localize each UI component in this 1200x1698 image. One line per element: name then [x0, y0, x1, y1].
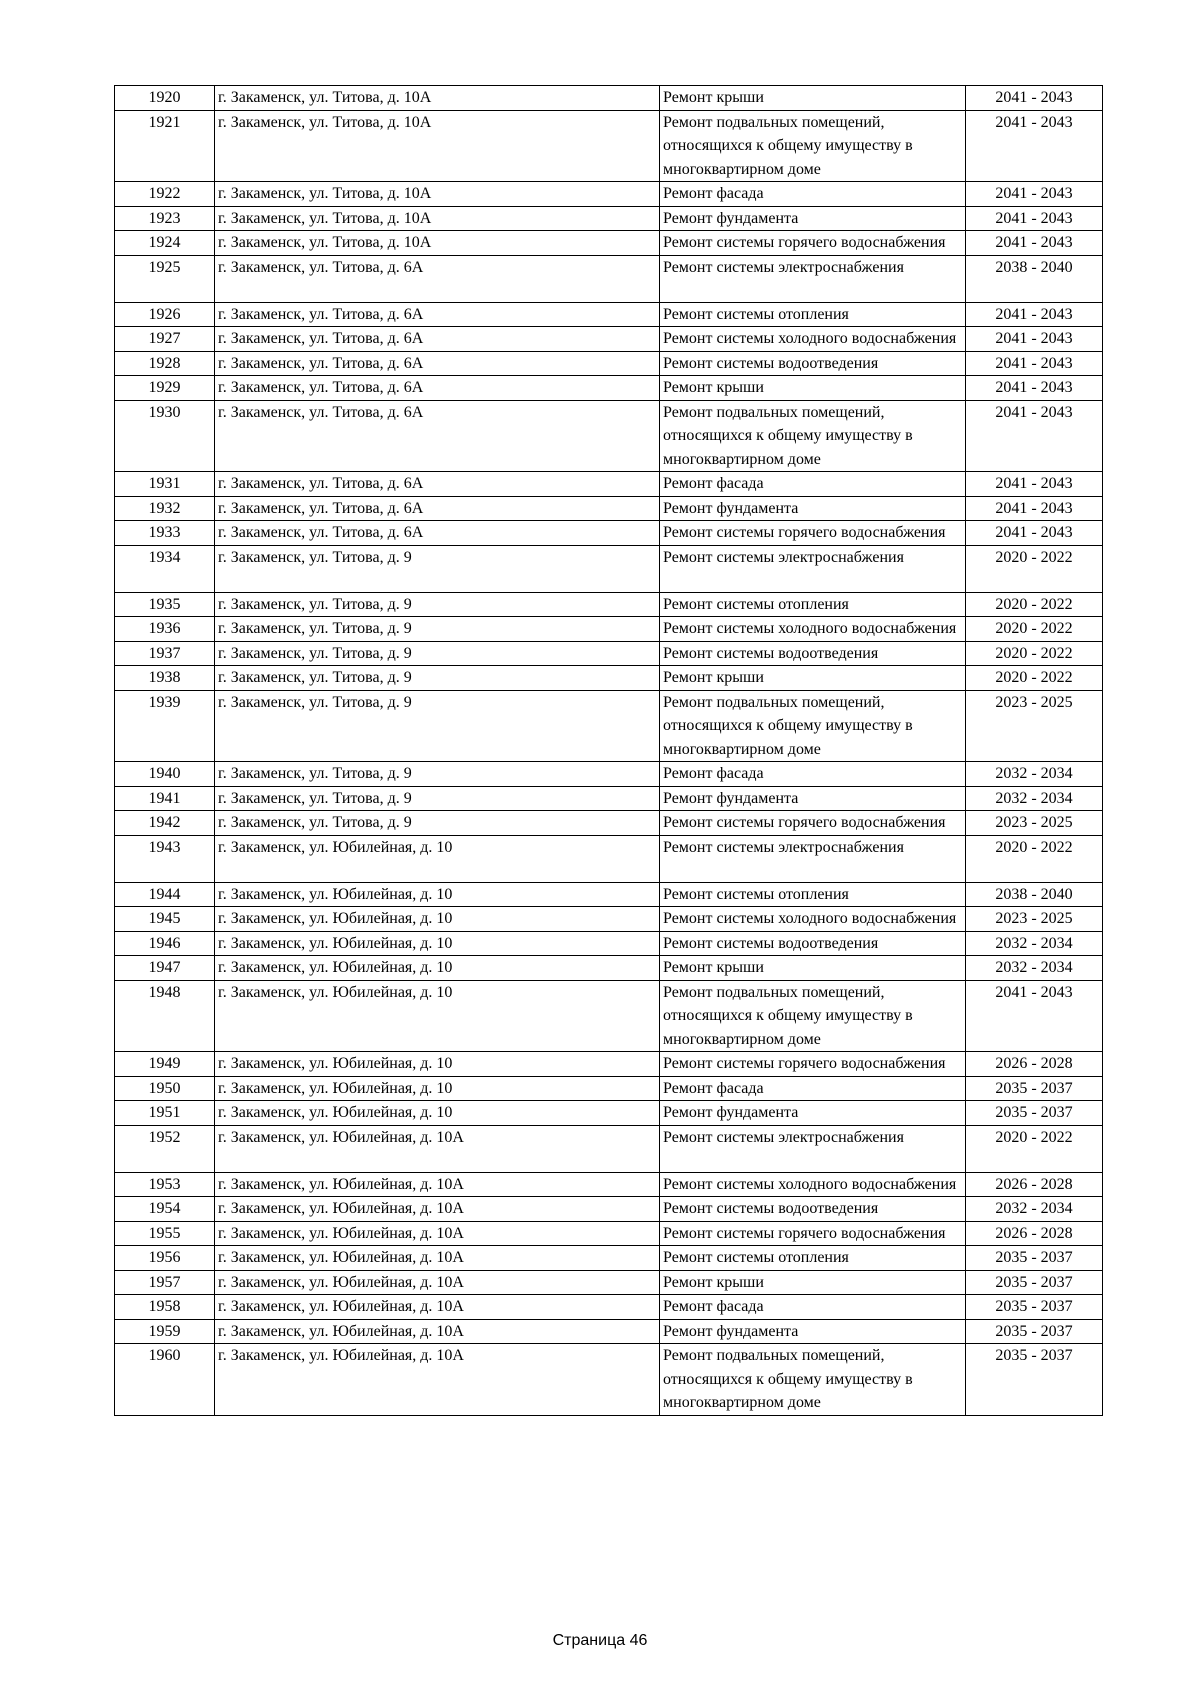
table-row — [115, 521, 1103, 546]
cell-number: 1949 — [115, 1052, 215, 1077]
cell-work-type: Ремонт системы водоотведения — [660, 351, 966, 376]
cell-work-type: Ремонт системы электроснабжения — [660, 545, 966, 592]
table-row — [115, 882, 1103, 907]
cell-address: г. Закаменск, ул. Юбилейная, д. 10 — [215, 956, 660, 981]
cell-number: 1939 — [115, 690, 215, 762]
table-row — [115, 110, 1103, 182]
cell-work-type: Ремонт крыши — [660, 86, 966, 111]
cell-number: 1931 — [115, 472, 215, 497]
cell-period: 2041 - 2043 — [966, 231, 1103, 256]
cell-period: 2041 - 2043 — [966, 472, 1103, 497]
table-row — [115, 931, 1103, 956]
table-body — [115, 86, 1103, 1416]
cell-period: 2026 - 2028 — [966, 1172, 1103, 1197]
cell-address: г. Закаменск, ул. Юбилейная, д. 10А — [215, 1172, 660, 1197]
cell-address: г. Закаменск, ул. Титова, д. 10А — [215, 86, 660, 111]
cell-work-type: Ремонт фундамента — [660, 1101, 966, 1126]
table-row — [115, 666, 1103, 691]
table-row — [115, 327, 1103, 352]
cell-address: г. Закаменск, ул. Титова, д. 6А — [215, 496, 660, 521]
cell-period: 2041 - 2043 — [966, 521, 1103, 546]
cell-number: 1957 — [115, 1270, 215, 1295]
cell-number: 1923 — [115, 206, 215, 231]
cell-work-type: Ремонт подвальных помещений, относящихся к общему имуществу в многоквартирном доме — [660, 110, 966, 182]
cell-period: 2041 - 2043 — [966, 327, 1103, 352]
cell-address: г. Закаменск, ул. Титова, д. 9 — [215, 641, 660, 666]
cell-number: 1956 — [115, 1246, 215, 1271]
cell-number: 1943 — [115, 835, 215, 882]
table-row — [115, 592, 1103, 617]
cell-number: 1954 — [115, 1197, 215, 1222]
cell-work-type: Ремонт системы горячего водоснабжения — [660, 231, 966, 256]
cell-number: 1936 — [115, 617, 215, 642]
table-row — [115, 1052, 1103, 1077]
repair-schedule-table — [114, 85, 1103, 1416]
cell-period: 2035 - 2037 — [966, 1246, 1103, 1271]
cell-number: 1925 — [115, 255, 215, 302]
cell-work-type: Ремонт фасада — [660, 762, 966, 787]
cell-period: 2020 - 2022 — [966, 545, 1103, 592]
cell-period: 2032 - 2034 — [966, 931, 1103, 956]
cell-address: г. Закаменск, ул. Титова, д. 6А — [215, 255, 660, 302]
cell-work-type: Ремонт крыши — [660, 1270, 966, 1295]
cell-address: г. Закаменск, ул. Титова, д. 10А — [215, 231, 660, 256]
cell-work-type: Ремонт фасада — [660, 1295, 966, 1320]
cell-work-type: Ремонт системы горячего водоснабжения — [660, 1052, 966, 1077]
table-row — [115, 182, 1103, 207]
cell-number: 1928 — [115, 351, 215, 376]
cell-number: 1921 — [115, 110, 215, 182]
cell-work-type: Ремонт фундамента — [660, 206, 966, 231]
table-row — [115, 231, 1103, 256]
cell-period: 2020 - 2022 — [966, 641, 1103, 666]
cell-work-type: Ремонт системы горячего водоснабжения — [660, 1221, 966, 1246]
cell-number: 1926 — [115, 302, 215, 327]
cell-address: г. Закаменск, ул. Титова, д. 6А — [215, 472, 660, 497]
table-row — [115, 255, 1103, 302]
cell-work-type: Ремонт системы водоотведения — [660, 931, 966, 956]
cell-address: г. Закаменск, ул. Титова, д. 10А — [215, 182, 660, 207]
cell-work-type: Ремонт фундамента — [660, 786, 966, 811]
table-row — [115, 1221, 1103, 1246]
cell-address: г. Закаменск, ул. Титова, д. 10А — [215, 110, 660, 182]
cell-address: г. Закаменск, ул. Титова, д. 9 — [215, 811, 660, 836]
cell-number: 1929 — [115, 376, 215, 401]
cell-address: г. Закаменск, ул. Юбилейная, д. 10 — [215, 835, 660, 882]
cell-address: г. Закаменск, ул. Титова, д. 6А — [215, 400, 660, 472]
table-row — [115, 907, 1103, 932]
cell-period: 2026 - 2028 — [966, 1052, 1103, 1077]
cell-address: г. Закаменск, ул. Титова, д. 9 — [215, 592, 660, 617]
table-row — [115, 690, 1103, 762]
cell-address: г. Закаменск, ул. Юбилейная, д. 10А — [215, 1319, 660, 1344]
cell-address: г. Закаменск, ул. Юбилейная, д. 10А — [215, 1221, 660, 1246]
cell-work-type: Ремонт системы холодного водоснабжения — [660, 327, 966, 352]
table-row — [115, 1319, 1103, 1344]
cell-period: 2020 - 2022 — [966, 1125, 1103, 1172]
cell-address: г. Закаменск, ул. Юбилейная, д. 10 — [215, 1076, 660, 1101]
table-row — [115, 980, 1103, 1052]
cell-period: 2035 - 2037 — [966, 1319, 1103, 1344]
table-row — [115, 762, 1103, 787]
cell-work-type: Ремонт системы электроснабжения — [660, 835, 966, 882]
cell-address: г. Закаменск, ул. Титова, д. 6А — [215, 351, 660, 376]
cell-work-type: Ремонт системы отопления — [660, 302, 966, 327]
cell-number: 1944 — [115, 882, 215, 907]
cell-period: 2041 - 2043 — [966, 376, 1103, 401]
cell-address: г. Закаменск, ул. Титова, д. 10А — [215, 206, 660, 231]
table-row — [115, 400, 1103, 472]
cell-work-type: Ремонт крыши — [660, 666, 966, 691]
cell-work-type: Ремонт фасада — [660, 472, 966, 497]
cell-period: 2020 - 2022 — [966, 592, 1103, 617]
table-row — [115, 617, 1103, 642]
cell-address: г. Закаменск, ул. Юбилейная, д. 10 — [215, 1052, 660, 1077]
cell-number: 1947 — [115, 956, 215, 981]
cell-period: 2032 - 2034 — [966, 1197, 1103, 1222]
cell-work-type: Ремонт системы водоотведения — [660, 641, 966, 666]
cell-number: 1924 — [115, 231, 215, 256]
cell-number: 1945 — [115, 907, 215, 932]
cell-address: г. Закаменск, ул. Титова, д. 6А — [215, 521, 660, 546]
cell-period: 2023 - 2025 — [966, 907, 1103, 932]
table-row — [115, 956, 1103, 981]
cell-work-type: Ремонт крыши — [660, 956, 966, 981]
cell-number: 1927 — [115, 327, 215, 352]
cell-work-type: Ремонт крыши — [660, 376, 966, 401]
table-row — [115, 1172, 1103, 1197]
cell-number: 1932 — [115, 496, 215, 521]
cell-period: 2023 - 2025 — [966, 811, 1103, 836]
cell-period: 2026 - 2028 — [966, 1221, 1103, 1246]
cell-number: 1934 — [115, 545, 215, 592]
cell-work-type: Ремонт системы холодного водоснабжения — [660, 617, 966, 642]
table-row — [115, 1246, 1103, 1271]
cell-period: 2035 - 2037 — [966, 1270, 1103, 1295]
cell-number: 1946 — [115, 931, 215, 956]
cell-work-type: Ремонт системы отопления — [660, 1246, 966, 1271]
table-row — [115, 351, 1103, 376]
cell-work-type: Ремонт подвальных помещений, относящихся к общему имуществу в многоквартирном доме — [660, 1344, 966, 1416]
cell-number: 1960 — [115, 1344, 215, 1416]
cell-period: 2035 - 2037 — [966, 1101, 1103, 1126]
cell-number: 1951 — [115, 1101, 215, 1126]
cell-work-type: Ремонт подвальных помещений, относящихся к общему имуществу в многоквартирном доме — [660, 400, 966, 472]
cell-number: 1958 — [115, 1295, 215, 1320]
cell-address: г. Закаменск, ул. Юбилейная, д. 10А — [215, 1270, 660, 1295]
cell-address: г. Закаменск, ул. Титова, д. 9 — [215, 666, 660, 691]
cell-number: 1942 — [115, 811, 215, 836]
table-row — [115, 496, 1103, 521]
cell-number: 1930 — [115, 400, 215, 472]
cell-work-type: Ремонт системы электроснабжения — [660, 255, 966, 302]
cell-number: 1955 — [115, 1221, 215, 1246]
cell-work-type: Ремонт фасада — [660, 1076, 966, 1101]
cell-address: г. Закаменск, ул. Титова, д. 9 — [215, 617, 660, 642]
cell-number: 1933 — [115, 521, 215, 546]
table-row — [115, 1344, 1103, 1416]
cell-number: 1937 — [115, 641, 215, 666]
cell-work-type: Ремонт системы холодного водоснабжения — [660, 907, 966, 932]
cell-address: г. Закаменск, ул. Юбилейная, д. 10А — [215, 1125, 660, 1172]
cell-address: г. Закаменск, ул. Титова, д. 9 — [215, 762, 660, 787]
cell-period: 2020 - 2022 — [966, 666, 1103, 691]
table-row — [115, 206, 1103, 231]
cell-number: 1940 — [115, 762, 215, 787]
cell-work-type: Ремонт системы электроснабжения — [660, 1125, 966, 1172]
cell-address: г. Закаменск, ул. Юбилейная, д. 10 — [215, 1101, 660, 1126]
cell-work-type: Ремонт системы отопления — [660, 882, 966, 907]
table-row — [115, 302, 1103, 327]
cell-number: 1959 — [115, 1319, 215, 1344]
cell-work-type: Ремонт подвальных помещений, относящихся к общему имуществу в многоквартирном доме — [660, 980, 966, 1052]
cell-work-type: Ремонт системы отопления — [660, 592, 966, 617]
cell-address: г. Закаменск, ул. Титова, д. 6А — [215, 302, 660, 327]
cell-period: 2032 - 2034 — [966, 956, 1103, 981]
cell-period: 2035 - 2037 — [966, 1295, 1103, 1320]
table-row — [115, 1295, 1103, 1320]
cell-period: 2035 - 2037 — [966, 1344, 1103, 1416]
cell-period: 2023 - 2025 — [966, 690, 1103, 762]
cell-number: 1952 — [115, 1125, 215, 1172]
page-number: Страница 46 — [552, 1632, 648, 1649]
cell-work-type: Ремонт фундамента — [660, 1319, 966, 1344]
cell-number: 1938 — [115, 666, 215, 691]
table-row — [115, 472, 1103, 497]
cell-number: 1920 — [115, 86, 215, 111]
cell-number: 1950 — [115, 1076, 215, 1101]
cell-number: 1953 — [115, 1172, 215, 1197]
cell-address: г. Закаменск, ул. Юбилейная, д. 10А — [215, 1295, 660, 1320]
table-row — [115, 545, 1103, 592]
cell-period: 2041 - 2043 — [966, 351, 1103, 376]
cell-period: 2041 - 2043 — [966, 496, 1103, 521]
cell-work-type: Ремонт фундамента — [660, 496, 966, 521]
table-row — [115, 1101, 1103, 1126]
cell-period: 2041 - 2043 — [966, 86, 1103, 111]
cell-address: г. Закаменск, ул. Юбилейная, д. 10 — [215, 907, 660, 932]
cell-period: 2020 - 2022 — [966, 617, 1103, 642]
cell-period: 2032 - 2034 — [966, 762, 1103, 787]
cell-work-type: Ремонт системы водоотведения — [660, 1197, 966, 1222]
cell-period: 2041 - 2043 — [966, 400, 1103, 472]
cell-address: г. Закаменск, ул. Титова, д. 6А — [215, 327, 660, 352]
table-row — [115, 1270, 1103, 1295]
table-row — [115, 641, 1103, 666]
cell-address: г. Закаменск, ул. Юбилейная, д. 10А — [215, 1344, 660, 1416]
cell-address: г. Закаменск, ул. Юбилейная, д. 10 — [215, 931, 660, 956]
table-row — [115, 835, 1103, 882]
cell-period: 2020 - 2022 — [966, 835, 1103, 882]
cell-work-type: Ремонт системы горячего водоснабжения — [660, 521, 966, 546]
table-row — [115, 1076, 1103, 1101]
cell-address: г. Закаменск, ул. Титова, д. 9 — [215, 690, 660, 762]
table-row — [115, 86, 1103, 111]
cell-address: г. Закаменск, ул. Титова, д. 9 — [215, 545, 660, 592]
cell-address: г. Закаменск, ул. Юбилейная, д. 10 — [215, 980, 660, 1052]
cell-number: 1948 — [115, 980, 215, 1052]
table-row — [115, 1125, 1103, 1172]
cell-address: г. Закаменск, ул. Титова, д. 6А — [215, 376, 660, 401]
cell-work-type: Ремонт фасада — [660, 182, 966, 207]
table-row — [115, 786, 1103, 811]
cell-period: 2041 - 2043 — [966, 302, 1103, 327]
cell-period: 2038 - 2040 — [966, 882, 1103, 907]
table-row — [115, 1197, 1103, 1222]
cell-work-type: Ремонт системы горячего водоснабжения — [660, 811, 966, 836]
cell-period: 2041 - 2043 — [966, 980, 1103, 1052]
table-row — [115, 811, 1103, 836]
cell-address: г. Закаменск, ул. Юбилейная, д. 10А — [215, 1197, 660, 1222]
cell-work-type: Ремонт подвальных помещений, относящихся к общему имуществу в многоквартирном доме — [660, 690, 966, 762]
cell-period: 2041 - 2043 — [966, 110, 1103, 182]
cell-address: г. Закаменск, ул. Юбилейная, д. 10 — [215, 882, 660, 907]
cell-number: 1935 — [115, 592, 215, 617]
cell-period: 2032 - 2034 — [966, 786, 1103, 811]
cell-period: 2041 - 2043 — [966, 206, 1103, 231]
cell-work-type: Ремонт системы холодного водоснабжения — [660, 1172, 966, 1197]
cell-period: 2041 - 2043 — [966, 182, 1103, 207]
cell-period: 2038 - 2040 — [966, 255, 1103, 302]
cell-number: 1941 — [115, 786, 215, 811]
table-row — [115, 376, 1103, 401]
cell-number: 1922 — [115, 182, 215, 207]
cell-address: г. Закаменск, ул. Титова, д. 9 — [215, 786, 660, 811]
cell-period: 2035 - 2037 — [966, 1076, 1103, 1101]
cell-address: г. Закаменск, ул. Юбилейная, д. 10А — [215, 1246, 660, 1271]
